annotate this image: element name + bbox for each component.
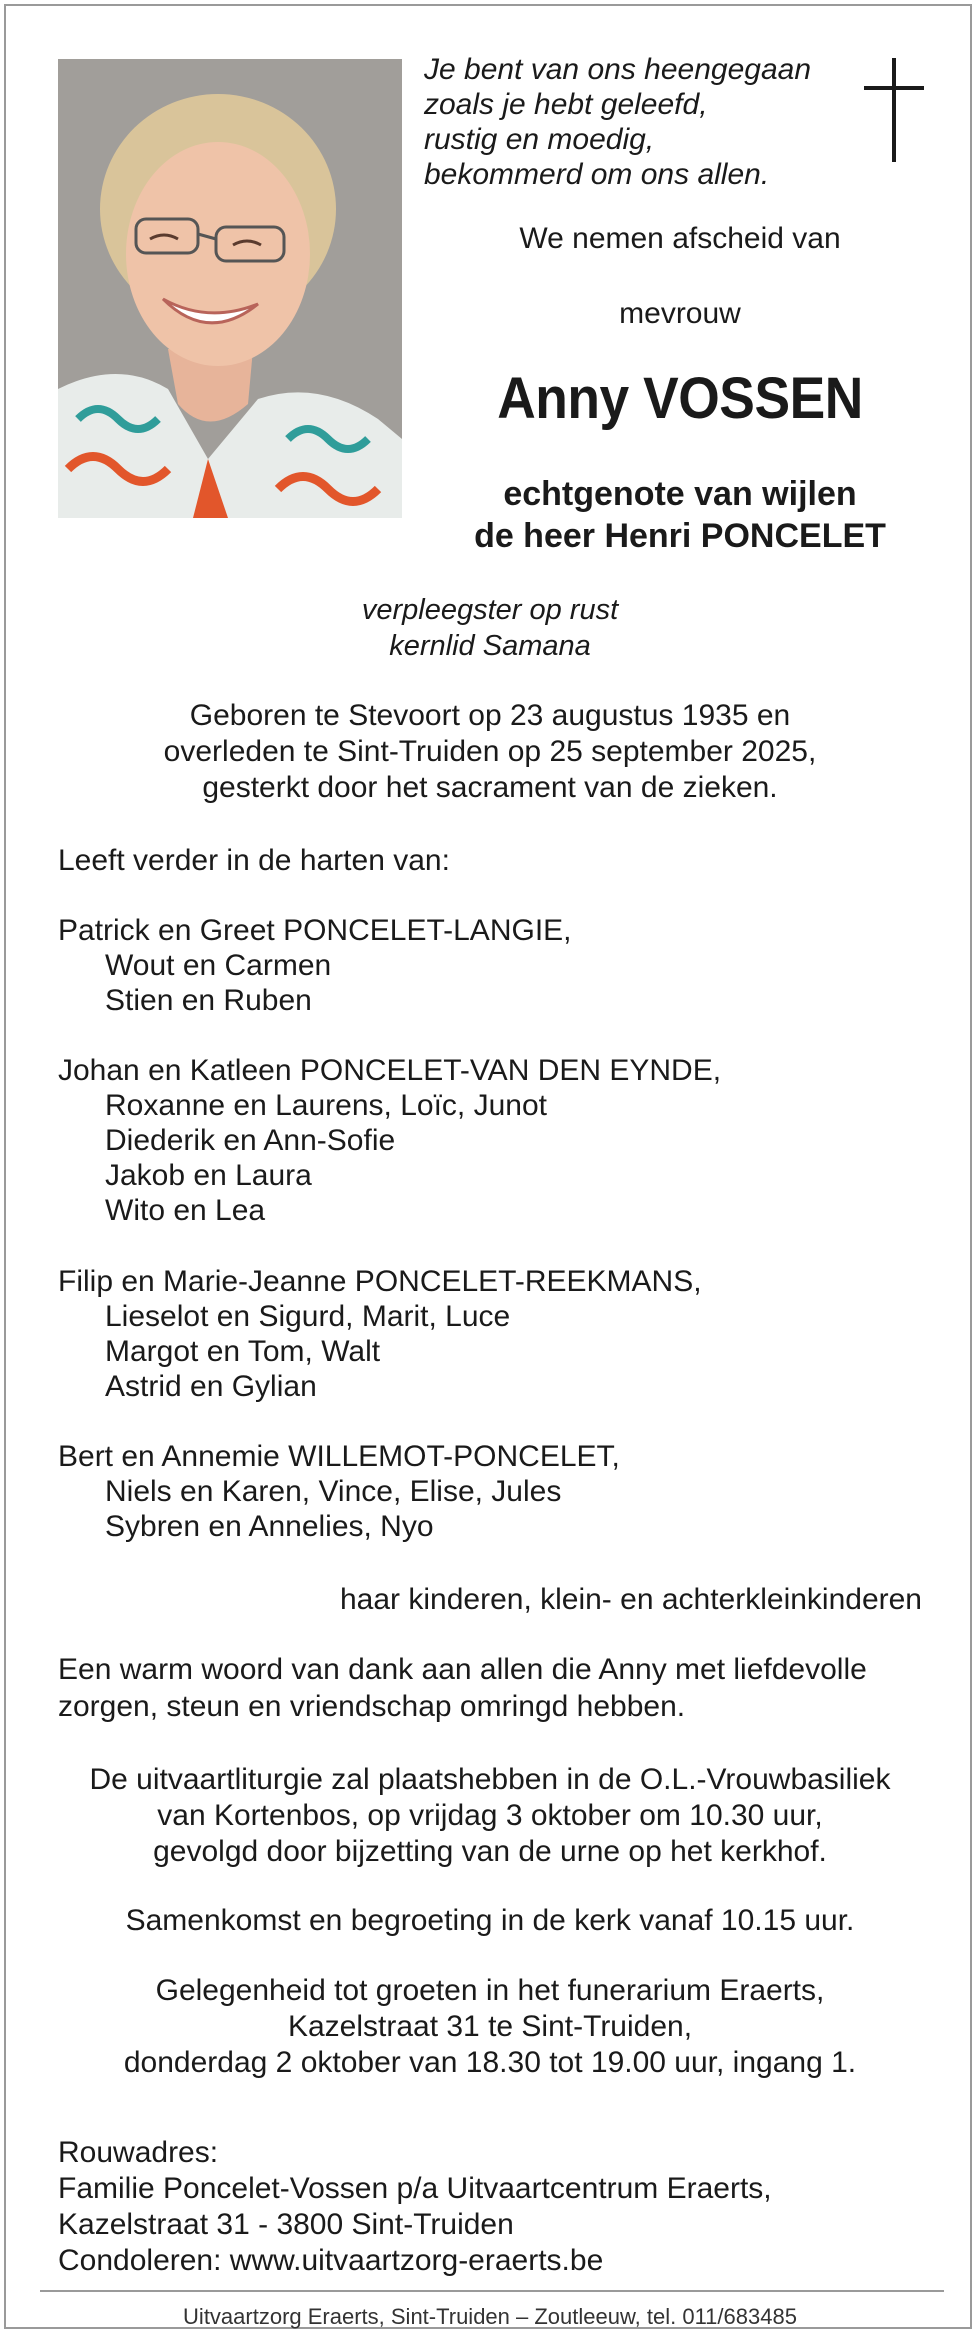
family-child: Niels en Karen, Vince, Elise, Jules [105, 1475, 562, 1508]
family-child: Roxanne en Laurens, Loïc, Junot [105, 1089, 547, 1122]
birth-line: gesterkt door het sacrament van de zieken. [202, 771, 778, 804]
funeral-line: van Kortenbos, op vrijdag 3 oktober om 10.30 uur, [157, 1799, 823, 1832]
poem-line: rustig en moedig, [424, 123, 655, 156]
occupation-line: verpleegster op rust [361, 594, 619, 626]
intro-text: We nemen afscheid van [519, 222, 841, 255]
address-label: Rouwadres: [58, 2136, 219, 2169]
funeral-line: De uitvaartliturgie zal plaatshebben in de O.L.-Vrouwbasiliek [89, 1763, 891, 1796]
birth-line: Geboren te Stevoort op 23 augustus 1935 en [189, 699, 791, 732]
spouse-line: echtgenote van wijlen [503, 475, 857, 513]
thanks-text [58, 1651, 938, 1725]
footer-divider [40, 2290, 944, 2292]
visitation-line: Kazelstraat 31 te Sint-Truiden, [287, 2010, 693, 2043]
spouse-line: de heer Henri PONCELET [474, 517, 886, 555]
family-child: Margot en Tom, Walt [105, 1335, 381, 1368]
poem-line: bekommerd om ons allen. [424, 158, 770, 191]
address-line: Kazelstraat 31 - 3800 Sint-Truiden [58, 2208, 514, 2241]
thanks-line: Een warm woord van dank aan allen die Anny met liefdevolle [58, 1653, 867, 1686]
family-group [58, 1053, 721, 1228]
birth-line: overleden te Sint-Truiden op 25 september 2025, [163, 735, 817, 768]
occupation [40, 592, 940, 664]
visitation-info [40, 1973, 940, 2081]
thanks-line: zorgen, steun en vriendschap omringd hebben. [58, 1690, 686, 1723]
footer-text: Uitvaartzorg Eraerts, Sint-Truiden – Zoutleeuw, tel. 011/683485 [183, 2304, 797, 2329]
address-line: Familie Poncelet-Vossen p/a Uitvaartcentrum Eraerts, [58, 2172, 772, 2205]
family-child: Wito en Lea [105, 1194, 266, 1227]
family-parent: Bert en Annemie WILLEMOT-PONCELET, [58, 1440, 620, 1473]
family-child: Sybren en Annelies, Nyo [105, 1510, 434, 1543]
family-group [58, 1264, 702, 1404]
occupation-line: kernlid Samana [389, 630, 591, 662]
mourning-address [58, 2135, 772, 2279]
poem-line: Je bent van ons heengegaan [424, 53, 811, 86]
condolence-link[interactable]: Condoleren: www.uitvaartzorg-eraerts.be [58, 2244, 604, 2277]
spouse-info [420, 473, 940, 557]
family-child: Stien en Ruben [105, 984, 312, 1017]
poem-line: zoals je hebt geleefd, [424, 88, 708, 121]
poem [424, 52, 824, 192]
family-child: Astrid en Gylian [105, 1370, 317, 1403]
salutation: mevrouw [619, 297, 741, 330]
meeting-info: Samenkomst en begroeting in de kerk vanaf 10.15 uur. [125, 1904, 855, 1937]
family-group [58, 913, 572, 1018]
family-parent: Filip en Marie-Jeanne PONCELET-REEKMANS, [58, 1265, 702, 1298]
family-signoff: haar kinderen, klein- en achterkleinkinderen [339, 1583, 922, 1616]
family-group [58, 1439, 620, 1544]
funeral-line: gevolgd door bijzetting van de urne op het kerkhof. [153, 1835, 827, 1868]
portrait-photo [58, 59, 402, 518]
latin-cross-icon [864, 58, 924, 162]
visitation-line: donderdag 2 oktober van 18.30 tot 19.00 uur, ingang 1. [123, 2046, 857, 2079]
birth-death-info [40, 698, 940, 806]
funeral-info [40, 1762, 940, 1870]
deceased-name: Anny VOSSEN [497, 366, 863, 431]
family-child: Lieselot en Sigurd, Marit, Luce [105, 1300, 511, 1333]
visitation-line: Gelegenheid tot groeten in het funerarium Eraerts, [155, 1974, 825, 2007]
family-child: Diederik en Ann-Sofie [105, 1124, 396, 1157]
family-parent: Johan en Katleen PONCELET-VAN DEN EYNDE, [58, 1054, 722, 1087]
family-parent: Patrick en Greet PONCELET-LANGIE, [58, 914, 572, 947]
family-child: Jakob en Laura [105, 1159, 312, 1192]
lives-on-heading: Leeft verder in de harten van: [58, 844, 450, 877]
family-child: Wout en Carmen [105, 949, 332, 982]
